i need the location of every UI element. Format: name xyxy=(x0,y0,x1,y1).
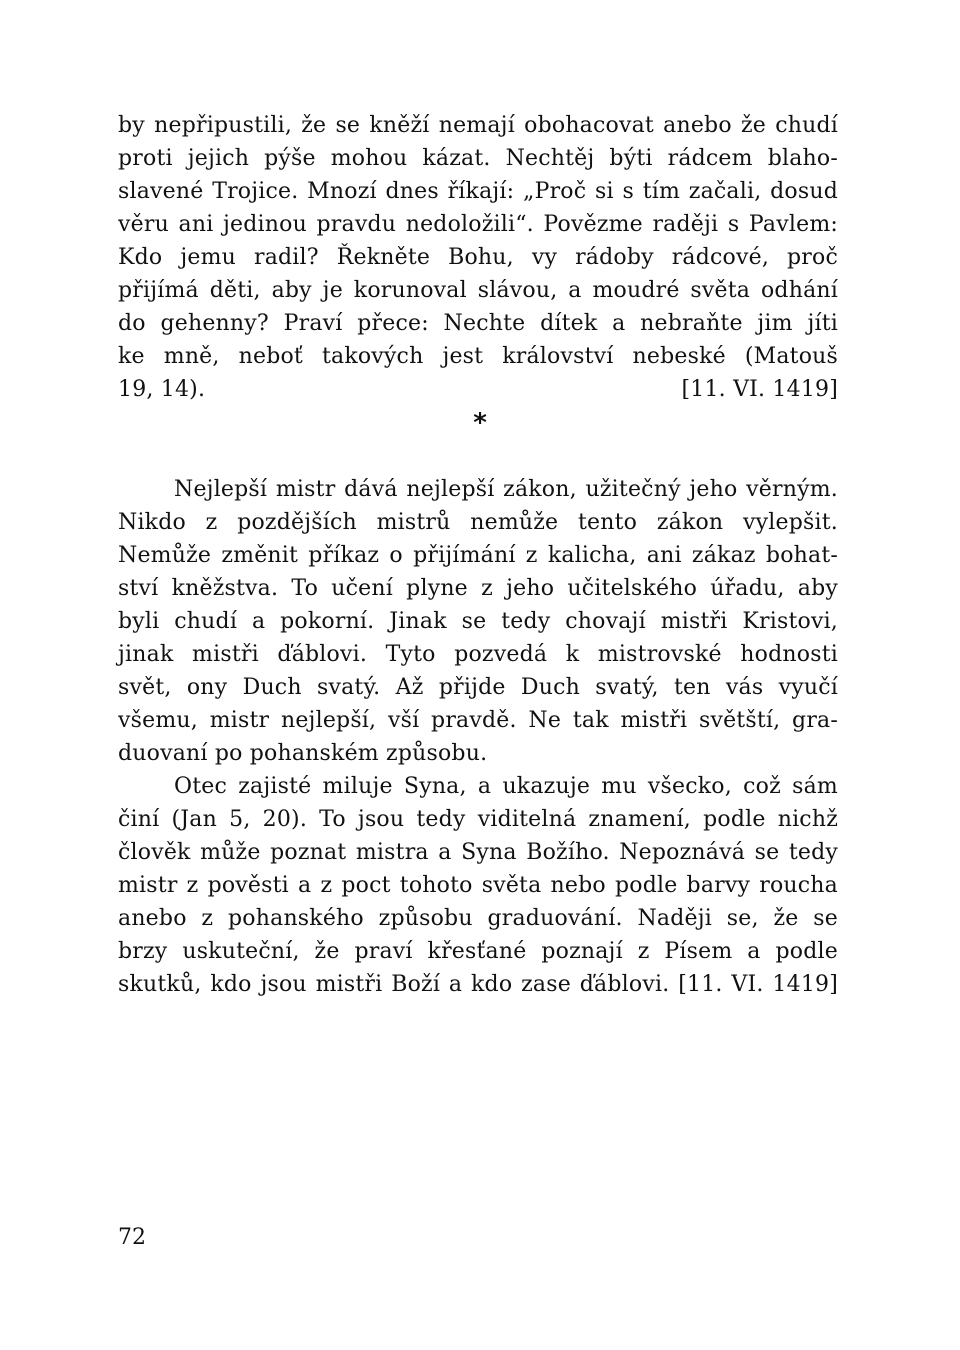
text-line: svět, ony Duch svatý. Až přijde Duch svatý, ten vás vyučí xyxy=(118,675,838,700)
final-line-with-date xyxy=(118,373,838,406)
text-line: skutků, kdo jsou mistři Boží a kdo zase ďáblovi. [11. VI. 1419] xyxy=(118,972,838,997)
asterisk-separator: * xyxy=(473,408,487,438)
text-line: přijímá děti, aby je korunoval slávou, a moudré světa odhání xyxy=(118,278,838,303)
text-line: věru ani jedinou pravdu nedoložili“. Povězme raději s Pavlem: xyxy=(118,212,838,237)
text-line: Nemůže změnit příkaz o přijímání z kalicha, ani zákaz bohat- xyxy=(118,543,838,568)
text-line: by nepřipustili, že se kněží nemají obohacovat anebo že chudí xyxy=(118,113,838,138)
text-line: ství kněžstva. To učení plyne z jeho učitelského úřadu, aby xyxy=(118,576,838,601)
text-line: proti jejich pýše mohou kázat. Nechtěj býti rádcem blaho- xyxy=(118,146,838,171)
text-section-1 xyxy=(118,109,838,406)
text-line: všemu, mistr nejlepší, vší pravdě. Ne tak mistři světští, gra- xyxy=(118,708,838,733)
date-reference: [11. VI. 1419] xyxy=(681,377,838,402)
text-line: člověk může poznat mistra a Syna Božího. Nepoznává se tedy xyxy=(118,840,838,865)
page-number: 72 xyxy=(118,1225,146,1250)
text-line: Nikdo z pozdějších mistrů nemůže tento zákon vylepšit. xyxy=(118,510,838,535)
text-line: do gehenny? Praví přece: Nechte dítek a nebraňte jim jíti xyxy=(118,311,838,336)
text-line: činí (Jan 5, 20). To jsou tedy viditelná znamení, podle nichž xyxy=(118,807,838,832)
text-line: byli chudí a pokorní. Jinak se tedy chovají mistři Kristovi, xyxy=(118,609,838,634)
text-line: mistr z pověsti a z poct tohoto světa nebo podle barvy roucha xyxy=(118,873,838,898)
text-line: brzy uskuteční, že praví křesťané poznají z Písem a podle xyxy=(118,939,838,964)
text-line: duovaní po pohanském způsobu. xyxy=(118,741,488,766)
text-line: jinak mistři ďáblovi. Tyto pozvedá k mistrovské hodnosti xyxy=(118,642,838,667)
text-line: Nejlepší mistr dává nejlepší zákon, užitečný jeho věrným. xyxy=(174,477,838,502)
final-line-text: 19, 14). xyxy=(118,377,206,402)
text-line: ke mně, neboť takových jest království nebeské (Matouš xyxy=(118,344,838,369)
text-line: anebo z pohanského způsobu graduování. Naději se, že se xyxy=(118,906,838,931)
text-section-2 xyxy=(118,473,838,1001)
text-line: slavené Trojice. Mnozí dnes říkají: „Proč si s tím začali, dosud xyxy=(118,179,838,204)
text-line: Kdo jemu radil? Řekněte Bohu, vy rádoby rádcové, proč xyxy=(118,245,838,270)
text-line: Otec zajisté miluje Syna, a ukazuje mu všecko, což sám xyxy=(174,774,838,799)
